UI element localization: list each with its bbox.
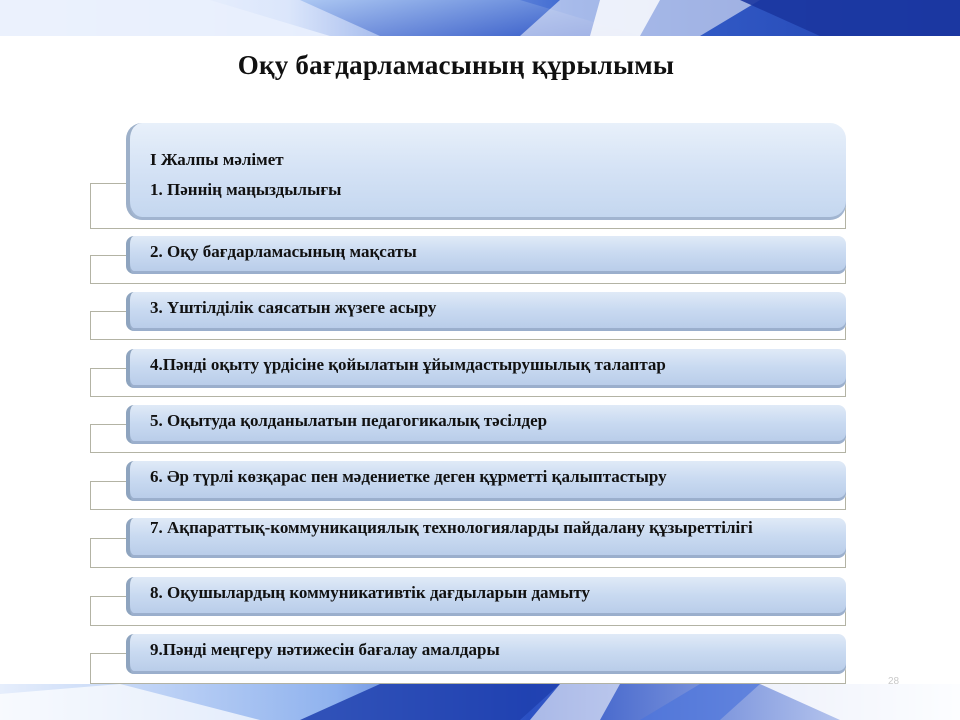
top-decorative-band bbox=[0, 0, 960, 36]
item-4-label: 4.Пәнді оқыту үрдісіне қойылатын ұйымдастырушылық талаптар bbox=[150, 355, 666, 374]
structure-item-3 bbox=[126, 292, 846, 331]
page-number: 28 bbox=[888, 676, 900, 687]
item-2-label: 2. Оқу бағдарламасының мақсаты bbox=[150, 242, 417, 261]
structure-item-6 bbox=[126, 461, 846, 501]
item-1-heading: I Жалпы мәлімет bbox=[150, 150, 284, 169]
structure-item-5 bbox=[126, 405, 846, 444]
structure-item-1 bbox=[126, 123, 846, 220]
structure-item-7 bbox=[126, 518, 846, 558]
structure-item-2 bbox=[126, 236, 846, 274]
structure-item-8 bbox=[126, 577, 846, 616]
structure-item-9 bbox=[126, 634, 846, 674]
bottom-decorative-band bbox=[0, 684, 960, 720]
item-5-label: 5. Оқытуда қолданылатын педагогикалық тәсілдер bbox=[150, 411, 548, 430]
item-8-label: 8. Оқушылардың коммуникативтік дағдыларын дамыту bbox=[150, 583, 591, 602]
item-3-label: 3. Үштілділік саясатын жүзеге асыру bbox=[150, 298, 437, 317]
item-6-label: 6. Әр түрлі көзқарас пен мәдениетке деген құрметті қалыптастыру bbox=[150, 467, 667, 486]
item-1-label: 1. Пәннің маңыздылығы bbox=[150, 180, 342, 199]
item-7-label: 7. Ақпараттық-коммуникациялық технологияларды пайдалану құзыреттілігі bbox=[150, 518, 753, 537]
item-9-label: 9.Пәнді меңгеру нәтижесін бағалау амалдары bbox=[150, 640, 500, 659]
page-title: Оқу бағдарламасының құрылымы bbox=[237, 50, 675, 80]
bottom-band-graphic bbox=[0, 684, 960, 720]
top-band-graphic bbox=[0, 0, 960, 36]
structure-item-4 bbox=[126, 349, 846, 388]
